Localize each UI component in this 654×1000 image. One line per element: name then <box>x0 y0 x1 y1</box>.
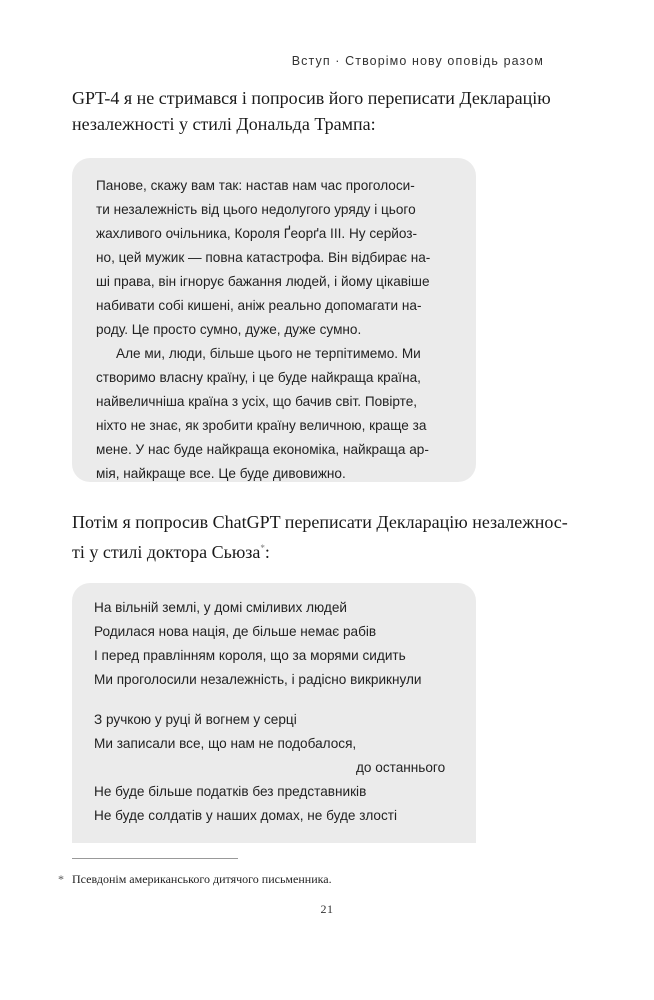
poem-line: Родилася нова нація, де більше немає рабів <box>94 624 377 639</box>
intro-paragraph <box>72 85 582 137</box>
quote-line: роду. Це просто сумно, дуже, дуже сумно. <box>96 322 362 337</box>
quote-line: но, цей мужик — повна катастрофа. Він відбирає на- <box>96 250 431 265</box>
footnote-marker: * <box>58 872 64 886</box>
poem-line: Ми записали все, що нам не подобалося, <box>94 736 357 751</box>
quote-line: створимо власну країну, і це буде найкраща країна, <box>96 370 421 385</box>
quote-line: Але ми, люди, більше цього не терпітимемо. Ми <box>116 346 421 361</box>
poem-line: На вільній землі, у домі сміливих людей <box>94 600 347 615</box>
footnote <box>58 872 332 887</box>
footnote-marker: * <box>260 543 265 553</box>
quote-line: набивати собі кишені, аніж реально допомагати на- <box>96 298 422 313</box>
quote-line: ніхто не знає, як зробити країну величною, краще за <box>96 418 427 433</box>
page-number: 21 <box>320 902 334 916</box>
running-head: Вступ · Створімо нову оповідь разом <box>291 54 544 68</box>
poem-line: до останнього <box>356 760 446 775</box>
text-line: Потім я попросив ChatGPT переписати Декларацію незалежнос- <box>72 512 568 532</box>
trump-quote-box <box>72 158 476 482</box>
text-fragment: : <box>264 542 270 562</box>
text-line: незалежності у стилі Дональда Трампа: <box>72 114 376 134</box>
poem-line: З ручкою у руці й вогнем у серці <box>94 712 297 727</box>
quote-line: мія, найкраще все. Це буде дивовижно. <box>96 466 346 481</box>
poem-line: Не буде солдатів у наших домах, не буде злості <box>94 808 398 823</box>
quote-line: найвеличніша країна з усіх, що бачив світ. Повірте, <box>96 394 418 409</box>
text-fragment: ті у стилі доктора Сьюза <box>72 542 261 562</box>
seuss-quote-box <box>72 583 476 843</box>
quote-line: ші права, він ігнорує бажання людей, і йому цікавіше <box>96 274 430 289</box>
quote-line: мене. У нас буде найкраща економіка, найкраща ар- <box>96 442 429 457</box>
poem-line: Ми проголосили незалежність, і радісно викрикнули <box>94 672 422 687</box>
poem-line: І перед правлінням короля, що за морями сидить <box>94 648 406 663</box>
poem-line: Не буде більше податків без представників <box>94 784 367 799</box>
text-line: GPT-4 я не стримався і попросив його переписати Декларацію <box>72 88 551 108</box>
quote-line: жахливого очільника, Короля Ґеорґа III. Ну серйоз- <box>96 226 418 241</box>
footnote-text: Псевдонім американського дитячого письменника. <box>72 872 332 886</box>
text-line <box>72 535 582 565</box>
footnote-divider <box>72 858 238 859</box>
quote-line: ти незалежність від цього недолугого уряду і цього <box>96 202 416 217</box>
quote-line: Панове, скажу вам так: настав нам час проголоси- <box>96 178 415 193</box>
second-paragraph <box>72 509 582 565</box>
